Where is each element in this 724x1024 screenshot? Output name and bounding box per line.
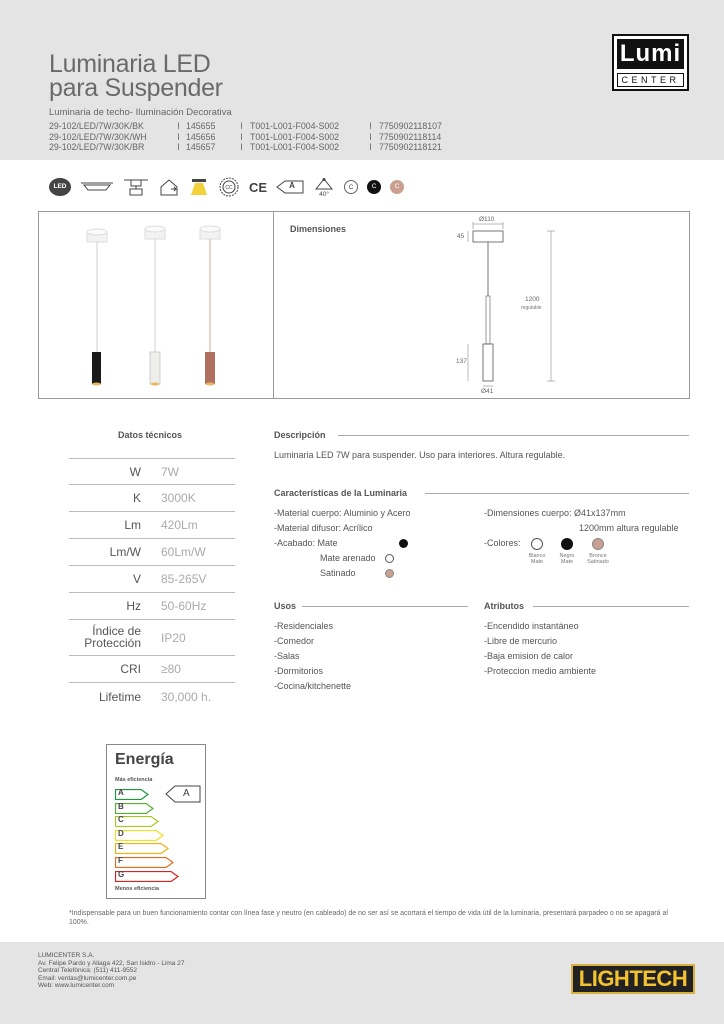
code-separator: I <box>369 142 372 152</box>
color-black-icon <box>367 180 381 194</box>
energy-class-letter: F <box>118 856 123 865</box>
energy-more-efficiency: Más eficiencia <box>115 777 153 783</box>
product-codes <box>49 121 442 153</box>
header-band <box>0 0 724 160</box>
product-photos <box>39 212 273 398</box>
uso-item: -Residenciales <box>274 621 334 631</box>
atributo-item: -Proteccion medio ambiente <box>484 666 597 676</box>
code-ean: 7750902118121 <box>379 142 442 152</box>
color-label-white <box>522 553 552 565</box>
spec-value: 7W <box>161 465 179 479</box>
description-text: Luminaria LED 7W para suspender. Uso para interiores. Altura regulable. <box>274 450 566 460</box>
color-black-label: C <box>367 180 381 194</box>
characteristics-heading: Características de la Luminaria <box>274 488 408 498</box>
product-subtitle: Luminaria de techo- Iluminación Decorativa <box>49 107 232 118</box>
energy-class-bar <box>115 801 154 812</box>
color-label-line: Satinado <box>587 559 609 565</box>
spec-row <box>69 593 235 620</box>
energy-class-letter: G <box>118 869 125 879</box>
color-label-line: Negro <box>559 553 575 559</box>
energy-class-label: A <box>289 181 295 190</box>
spec-key: V <box>132 572 141 586</box>
dim-top-height: 45 <box>457 233 465 240</box>
code-separator: I <box>177 121 180 131</box>
surface-mount-icon <box>80 181 114 193</box>
spec-row <box>69 458 235 485</box>
energy-class-bar <box>115 787 149 798</box>
code-row <box>49 142 442 153</box>
spec-row <box>69 485 235 512</box>
color-label-line: Bronce <box>589 553 607 559</box>
energy-less-efficiency: Menos eficiencia <box>115 886 160 892</box>
spec-row <box>69 620 235 656</box>
spec-value: 420Lm <box>161 518 198 532</box>
color-white-icon <box>344 180 358 194</box>
finish-arenado: Mate arenado <box>320 553 376 563</box>
spec-key: CRI <box>120 662 141 676</box>
energy-class-letter: B <box>118 801 124 811</box>
specs-heading: Datos técnicos <box>118 430 183 440</box>
height-adjustable: 1200mm altura regulable <box>579 523 679 533</box>
spec-key: W <box>129 465 141 479</box>
code-number: 145656 <box>186 131 216 142</box>
description-rule <box>338 435 689 436</box>
atributos-heading: Atributos <box>484 601 524 611</box>
color-label-bronze <box>583 553 613 565</box>
finish-satinado: Satinado <box>320 568 356 578</box>
energy-class-icon <box>276 180 304 194</box>
code-reference: T001-L001-F004-S002 <box>250 142 340 152</box>
spec-value: 60Lm/W <box>161 545 206 559</box>
adjustable-icon <box>158 177 180 197</box>
code-separator: I <box>240 142 243 152</box>
uso-item: -Cocina/kitchenette <box>274 681 352 691</box>
specs-table <box>69 458 235 710</box>
code-model: 29-102/LED/7W/30K/BK <box>49 121 144 131</box>
spec-row <box>69 656 235 683</box>
spec-value: 85-265V <box>161 572 207 586</box>
energy-rating: A <box>183 788 190 799</box>
spec-key-line: Protección <box>84 636 141 650</box>
dim-body-height: 137 <box>456 358 467 365</box>
lamp-beam-icon <box>189 177 209 197</box>
code-number: 145657 <box>186 142 216 152</box>
company-phone: Central Telefónica: (511) 411-9552 <box>38 967 138 974</box>
code-model: 29-102/LED/7W/30K/BR <box>49 142 145 152</box>
color-swatch-black <box>561 538 573 550</box>
dim-body-diameter: Ø41 <box>481 388 494 395</box>
energy-class-letter: E <box>118 842 124 852</box>
code-row <box>49 132 442 143</box>
spec-key: Hz <box>126 599 141 613</box>
code-reference: T001-L001-F004-S002 <box>250 131 340 142</box>
energy-class-arrow <box>115 857 174 868</box>
dim-total-height: 1200 <box>525 296 540 303</box>
energy-class-letter: D <box>118 828 124 838</box>
pendant-bronze <box>200 226 220 386</box>
spec-row <box>69 566 235 593</box>
lumicenter-logo <box>612 34 689 91</box>
color-swatch-bronze <box>592 538 604 550</box>
code-separator: I <box>177 131 180 142</box>
energy-class-bar <box>115 841 169 852</box>
color-label-line: Mate <box>530 559 544 565</box>
company-address: Av. Felipe Pardo y Aliaga 422, San Isidro - Lima 27 <box>38 959 185 967</box>
characteristics-rule <box>425 493 689 494</box>
spec-key: K <box>132 491 141 505</box>
color-label-black <box>552 553 582 565</box>
dim-total-note: regulable <box>521 305 542 311</box>
footer <box>0 942 724 1024</box>
led-badge-icon <box>49 178 71 196</box>
spec-key <box>84 625 141 649</box>
spec-value: ≥80 <box>161 662 181 676</box>
lightech-logo: LIGHTECH <box>571 964 695 994</box>
color-bronze-label: C <box>390 180 404 194</box>
feature-icons <box>49 176 413 198</box>
energy-class-bar <box>115 869 179 880</box>
atributos-rule <box>533 606 689 607</box>
spec-key: Lifetime <box>98 690 141 704</box>
finish-arenado-dot <box>385 554 394 563</box>
spec-value: 50-60Hz <box>161 599 207 613</box>
product-dimensions-box <box>38 211 690 399</box>
code-model: 29-102/LED/7W/30K/WH <box>49 131 147 142</box>
spec-row <box>69 683 235 710</box>
dim-top-diameter: Ø110 <box>479 216 495 223</box>
colors-label: -Colores: <box>484 538 521 548</box>
title-line-2: para Suspender <box>49 74 223 102</box>
energy-class-letter: A <box>118 788 124 797</box>
finish-satinado-dot <box>385 569 394 578</box>
code-row <box>49 121 442 132</box>
energy-label <box>106 744 206 899</box>
code-number: 145655 <box>186 121 216 131</box>
beam-angle-label: 40° <box>319 190 329 198</box>
company-email: Email: ventas@lumicenter.com.pe <box>38 974 137 982</box>
company-name: LUMICENTER S.A. <box>38 952 95 959</box>
dimensions-label: Dimensiones <box>290 224 347 234</box>
led-badge-label: LED <box>49 178 71 196</box>
uso-item: -Salas <box>274 651 300 661</box>
energy-class-letter: C <box>118 815 124 825</box>
title-line-1: Luminaria LED <box>49 50 211 78</box>
body-dimensions: -Dimensiones cuerpo: Ø41x137mm <box>484 508 626 518</box>
atributo-item: -Baja emision de calor <box>484 651 574 661</box>
pendant-black <box>87 229 107 386</box>
spec-row <box>69 512 235 539</box>
atributo-item: -Libre de mercurio <box>484 636 558 646</box>
color-bronze-icon <box>390 180 404 194</box>
color-swatch-white <box>531 538 543 550</box>
code-ean: 7750902118114 <box>379 131 442 142</box>
product-title <box>49 52 223 100</box>
spec-key: Lm/W <box>109 545 141 559</box>
cert-seal-icon <box>218 176 240 198</box>
spec-key-line: Índice de <box>92 624 141 638</box>
code-reference: T001-L001-F004-S002 <box>250 121 340 131</box>
color-label-line: Mate <box>560 559 574 565</box>
material-body: -Material cuerpo: Aluminio y Acero <box>274 508 411 518</box>
energy-class-arrow <box>115 871 179 882</box>
energy-class-bar <box>115 855 174 866</box>
company-info <box>38 952 184 990</box>
code-separator: I <box>240 131 243 142</box>
code-separator: I <box>177 142 180 152</box>
code-separator: I <box>369 131 372 142</box>
color-white-label: C <box>344 180 358 194</box>
atributo-item: -Encendido instantáneo <box>484 621 579 631</box>
spec-key: Lm <box>124 518 141 532</box>
beam-angle-icon <box>313 177 335 198</box>
code-ean: 7750902118107 <box>379 121 442 131</box>
uso-item: -Comedor <box>274 636 315 646</box>
spec-value: 30,000 h. <box>161 690 212 704</box>
recessed-icon <box>123 177 149 197</box>
energy-title: Energía <box>115 751 174 768</box>
energy-class-bar <box>115 828 164 839</box>
logo-subtext: CENTER <box>617 73 684 87</box>
energy-class-bar <box>115 814 159 825</box>
box-divider <box>273 212 274 398</box>
spec-value: IP20 <box>161 631 186 645</box>
spec-row <box>69 539 235 566</box>
description-heading: Descripción <box>274 430 326 440</box>
usos-rule <box>302 606 468 607</box>
uso-item: -Dormitorios <box>274 666 324 676</box>
company-web: Web: www.lumicenter.com <box>38 982 115 989</box>
energy-rating-arrow <box>165 785 201 808</box>
code-separator: I <box>240 121 243 131</box>
ce-mark-icon: CE <box>249 179 268 195</box>
spec-value: 3000K <box>161 491 196 505</box>
material-diffuser: -Material difusor: Acrílico <box>274 523 373 533</box>
usos-heading: Usos <box>274 601 297 611</box>
svg-text:CC: CC <box>225 185 233 191</box>
finish-mate-dot <box>399 539 408 548</box>
code-separator: I <box>369 121 372 131</box>
color-label-line: Blanco <box>528 553 546 559</box>
logo-wordmark: Lumi <box>617 39 684 69</box>
finish-label: -Acabado: Mate <box>274 538 338 548</box>
footnote: *Indispensable para un buen funcionamiento contar con línea fase y neutro (en cableado) de no ser así se acortará el tiempo de vida útil de la luminaria, presentará parpadeo o no se apagará al 100%. <box>69 910 668 926</box>
pendant-white <box>145 226 165 386</box>
